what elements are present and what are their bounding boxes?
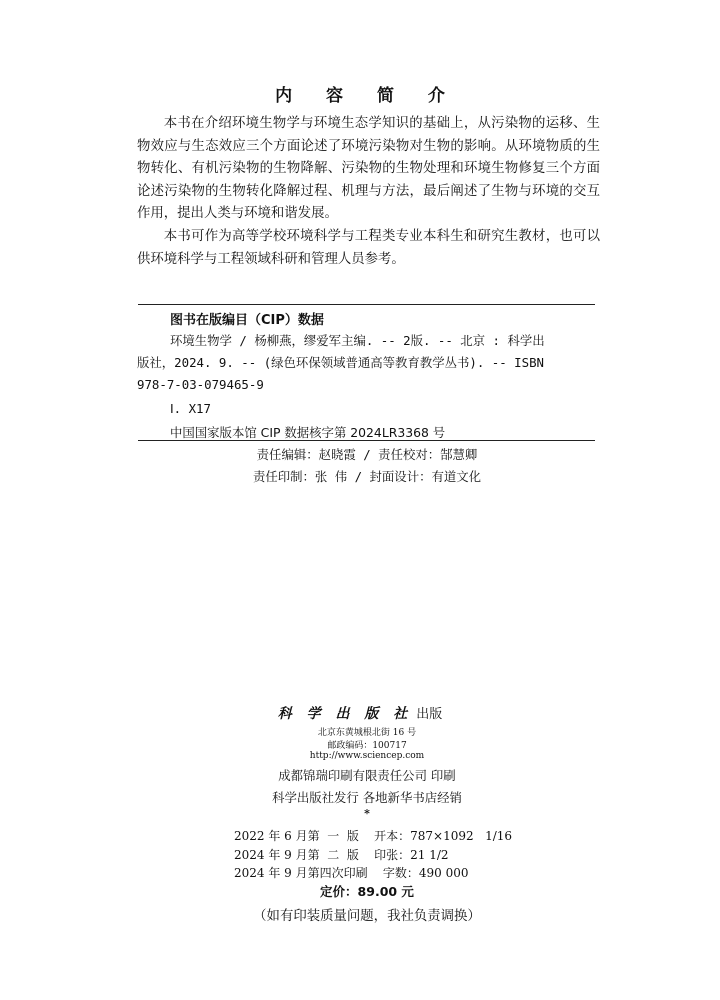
summary-paragraph: 本书可作为高等学校环境科学与工程类专业本科生和研究生教材，也可以供环境科学与工程领域科研和管理人员参考。 [137, 228, 600, 267]
edition-line: 2022 年 6 月第 一 版 开本：787×1092 1/16 [234, 829, 513, 843]
cip-heading: 图书在版编目（CIP）数据 [170, 313, 324, 328]
cip-record-line: 环境生物学 / 杨柳燕，缪爱军主编. -- 2版. -- 北京 : 科学出 [170, 333, 545, 348]
cip-record-line: 版社，2024. 9. -- (绿色环保领域普通高等教育教学丛书). -- ISBN [137, 355, 544, 370]
distribution-line: 科学出版社发行 各地新华书店经销 [272, 790, 462, 805]
publisher-postcode: 邮政编码：100717 [327, 741, 407, 751]
cip-classification: Ⅰ. X17 [170, 401, 211, 416]
cip-approval-number: 中国国家版本馆 CIP 数据核字第 2024LR3368 号 [170, 425, 446, 440]
cip-bottom-divider [138, 440, 595, 441]
separator-star: * [364, 807, 370, 820]
summary-text [137, 113, 600, 271]
publisher-address: 北京东黄城根北街 16 号 [317, 728, 417, 738]
publisher-suffix: 出版 [416, 707, 443, 722]
credits-design-line: 责任印制：张 伟 / 封面设计：有道文化 [252, 469, 482, 484]
cip-record-line: 978-7-03-079465-9 [137, 377, 264, 392]
cip-top-divider [138, 304, 595, 305]
cip-record [137, 330, 595, 396]
publisher-line [0, 703, 720, 723]
price: 定价：89.00 元 [320, 884, 414, 899]
publisher-website: http://www.sciencep.com [309, 751, 425, 761]
credits-editor-line: 责任编辑：赵晓霞 / 责任校对：郜慧卿 [256, 447, 478, 462]
edition-line: 2024 年 9 月第四次印刷 字数：490 000 [234, 866, 469, 880]
summary-paragraph: 本书在介绍环境生物学与环境生态学知识的基础上，从污染物的运移、生物效应与生态效应三个方面论述了环境污染物对生物的影响。从环境物质的生物转化、有机污染物的生物降解、污染物的生物处理和环境生物修复三个方面论述污染物的生物转化降解过程、机理与方法，最后阐述了生物与环境的交互作用，提出人类与环境和谐发展。 [137, 116, 600, 222]
quality-notice: （如有印装质量问题，我社负责调换） [253, 909, 481, 924]
page-title: 内 容 简 介 [275, 86, 459, 106]
printer-line: 成都锦瑞印刷有限责任公司 印刷 [278, 768, 456, 783]
publisher-logo-text: 科 学 出 版 社 [277, 706, 413, 722]
edition-line: 2024 年 9 月第 二 版 印张：21 1/2 [234, 848, 449, 862]
